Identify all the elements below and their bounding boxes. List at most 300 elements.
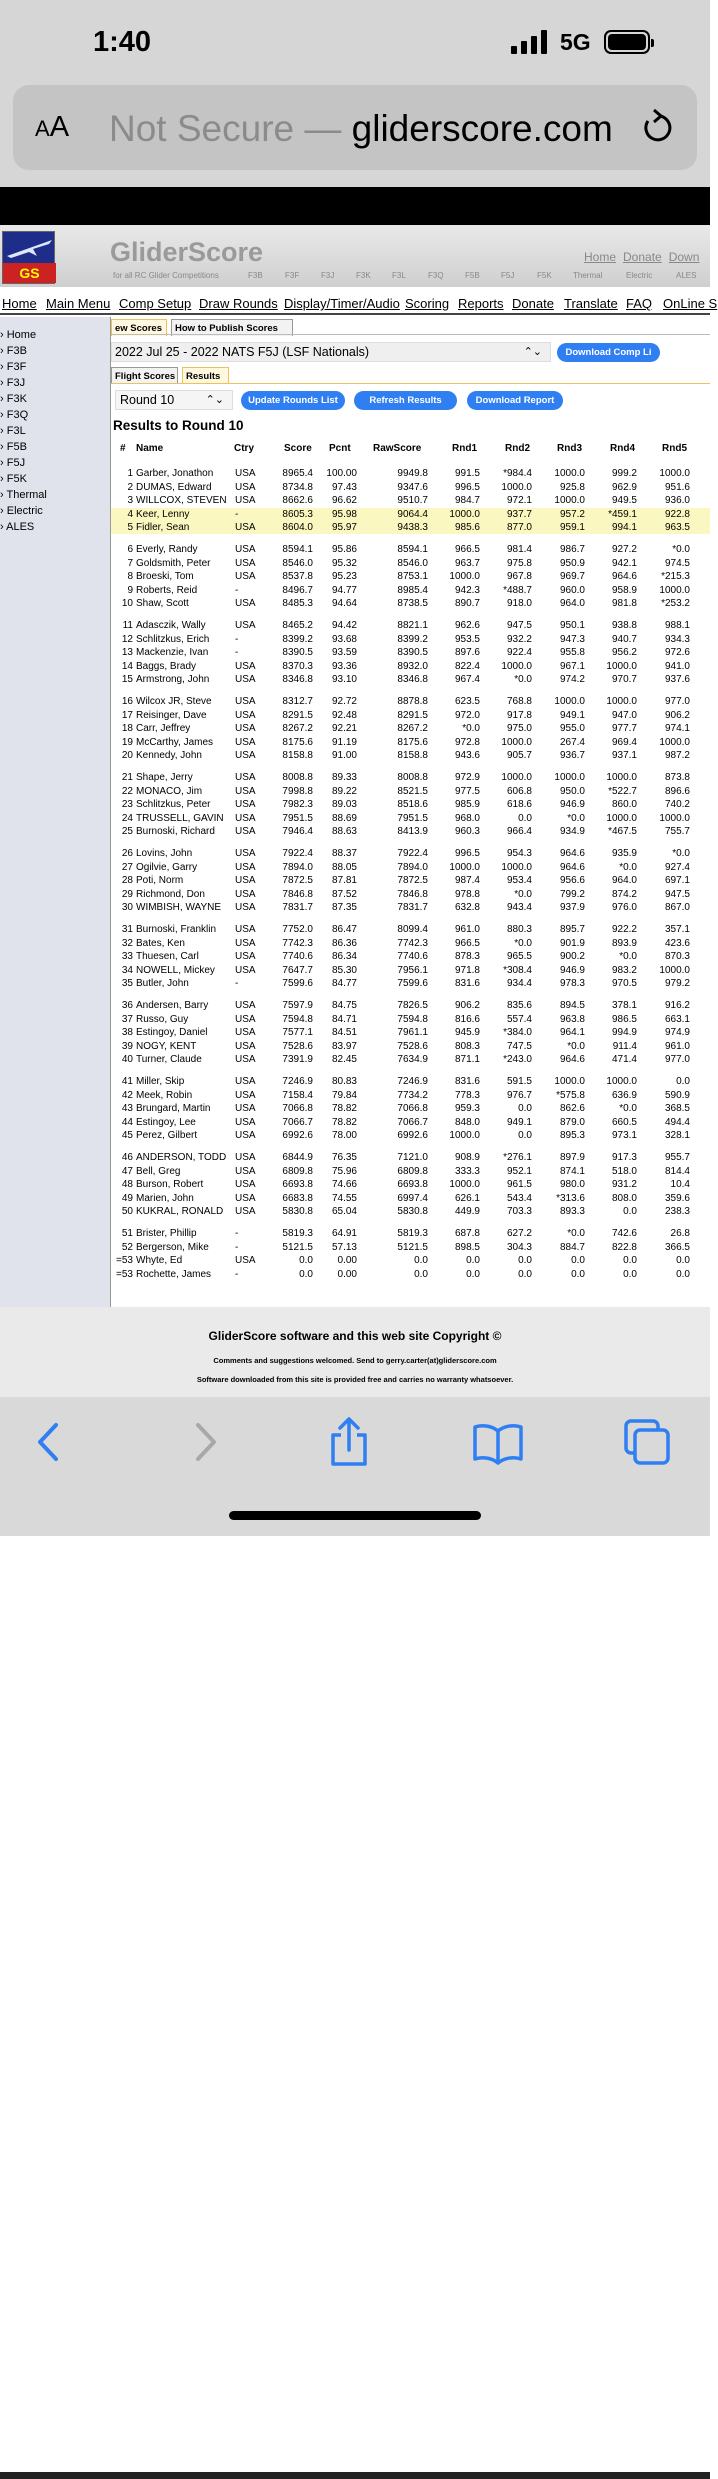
table-cell: 8604.0 bbox=[282, 522, 313, 534]
table-cell: 7894.0 bbox=[397, 861, 428, 873]
table-cell: 4 bbox=[127, 508, 133, 520]
class-link[interactable]: Electric bbox=[626, 271, 653, 280]
table-cell: 80.83 bbox=[331, 1076, 357, 1087]
table-cell: 7391.9 bbox=[282, 1054, 313, 1066]
table-cell: 969.7 bbox=[559, 571, 585, 583]
table-cell: 1000.0 bbox=[606, 772, 637, 783]
download-report-button[interactable]: Download Report bbox=[467, 391, 563, 410]
table-cell: 7742.3 bbox=[397, 937, 428, 949]
tab-view-scores[interactable]: ew Scores bbox=[111, 319, 167, 336]
table-cell: 0.0 bbox=[676, 1268, 690, 1280]
table-cell: Burnoski, Franklin bbox=[136, 924, 217, 935]
table-cell: 57.13 bbox=[331, 1241, 357, 1253]
table-cell: USA bbox=[235, 848, 256, 859]
tab-results[interactable]: Results bbox=[182, 367, 229, 384]
table-cell: Shape, Jerry bbox=[136, 772, 193, 783]
table-cell: 6693.8 bbox=[282, 1179, 313, 1191]
table-cell: 15 bbox=[121, 674, 133, 686]
table-cell: Brungard, Martin bbox=[136, 1103, 211, 1115]
menu-comp-setup[interactable]: Comp Setup bbox=[119, 296, 192, 311]
round-select[interactable]: Round 10 ⌃⌄ bbox=[115, 390, 233, 410]
table-cell: 7066.8 bbox=[397, 1103, 428, 1115]
table-cell: 7922.4 bbox=[397, 848, 428, 859]
table-cell: 938.8 bbox=[611, 620, 637, 631]
table-cell: 8346.8 bbox=[282, 674, 313, 686]
table-row bbox=[111, 1089, 710, 1102]
menu-donate[interactable]: Donate bbox=[512, 296, 554, 311]
table-cell: 7846.8 bbox=[282, 888, 313, 900]
table-cell: Broeski, Tom bbox=[136, 571, 194, 583]
table-cell: 981.4 bbox=[506, 544, 532, 555]
update-rounds-button[interactable]: Update Rounds List bbox=[241, 391, 345, 410]
table-cell: 884.7 bbox=[559, 1241, 585, 1253]
table-cell: 7742.3 bbox=[282, 937, 313, 949]
header-link-download[interactable]: Down bbox=[668, 250, 700, 264]
menu-faq[interactable]: FAQ bbox=[626, 296, 653, 311]
table-cell: 994.1 bbox=[611, 522, 637, 534]
share-icon[interactable] bbox=[324, 1417, 374, 1467]
table-cell: 25 bbox=[121, 826, 133, 838]
menu-home[interactable]: Home bbox=[2, 296, 37, 311]
sidebar-item[interactable]: › F5J bbox=[0, 457, 26, 469]
table-cell: 999.2 bbox=[611, 468, 637, 479]
sidebar-item[interactable]: › F3K bbox=[0, 393, 27, 405]
table-row bbox=[111, 901, 710, 914]
table-cell: 962.9 bbox=[611, 481, 637, 493]
table-cell: 967.1 bbox=[559, 660, 585, 672]
table-cell: 934.3 bbox=[664, 633, 690, 645]
table-cell: 970.7 bbox=[611, 674, 637, 686]
table-cell: 946.9 bbox=[559, 799, 585, 811]
sidebar-item[interactable]: › F3F bbox=[0, 361, 27, 373]
table-cell: 742.6 bbox=[611, 1228, 637, 1239]
table-cell: 0.0 bbox=[571, 1268, 585, 1280]
table-cell: 960.3 bbox=[454, 826, 480, 838]
col-rnd4: Rnd4 bbox=[610, 443, 635, 454]
table-cell: 974.1 bbox=[664, 723, 690, 735]
table-cell: 1000.0 bbox=[449, 508, 480, 520]
menu-reports[interactable]: Reports bbox=[458, 296, 504, 311]
footer-comments: Comments and suggestions welcomed. Send to gerry.carter(at)gliderscore.com bbox=[213, 1356, 497, 1365]
glider-icon bbox=[3, 232, 56, 266]
domain-label: gliderscore.com bbox=[351, 108, 613, 149]
table-cell: 768.8 bbox=[506, 696, 532, 707]
table-cell: 870.3 bbox=[664, 951, 690, 963]
table-cell: 976.0 bbox=[611, 902, 637, 914]
class-link[interactable]: F5K bbox=[537, 271, 552, 280]
table-cell: 78.00 bbox=[331, 1130, 357, 1142]
table-cell: 896.6 bbox=[664, 785, 690, 797]
table-cell: 660.5 bbox=[611, 1116, 637, 1128]
table-cell: 947.5 bbox=[506, 620, 532, 631]
table-cell: =53 bbox=[116, 1255, 133, 1267]
table-cell: 46 bbox=[121, 1152, 133, 1163]
table-row bbox=[111, 977, 710, 990]
table-cell: - bbox=[235, 584, 239, 596]
table-cell: 6997.4 bbox=[397, 1192, 428, 1204]
table-cell: 9064.4 bbox=[397, 508, 428, 520]
table-cell: 7594.8 bbox=[397, 1013, 428, 1025]
table-cell: 981.8 bbox=[611, 598, 637, 610]
table-cell: 964.0 bbox=[611, 875, 637, 887]
table-cell: 91.00 bbox=[331, 750, 357, 762]
table-cell: 8485.3 bbox=[282, 598, 313, 610]
table-cell: 7066.7 bbox=[282, 1116, 313, 1128]
back-icon[interactable] bbox=[26, 1417, 76, 1467]
table-cell: 963.8 bbox=[559, 1013, 585, 1025]
forward-icon[interactable] bbox=[180, 1417, 230, 1467]
table-cell: 898.5 bbox=[454, 1241, 480, 1253]
table-cell: USA bbox=[235, 481, 256, 493]
sidebar-item[interactable]: › Electric bbox=[0, 505, 43, 517]
table-cell: 1000.0 bbox=[659, 468, 690, 479]
table-cell: 962.6 bbox=[454, 620, 480, 631]
results-title: Results to Round 10 bbox=[113, 418, 244, 433]
table-row bbox=[111, 1053, 710, 1066]
table-cell: 79.84 bbox=[331, 1089, 357, 1101]
table-cell: 960.0 bbox=[559, 584, 585, 596]
menu-online[interactable]: OnLine S bbox=[663, 296, 718, 311]
table-cell: 937.1 bbox=[611, 750, 637, 762]
class-link[interactable]: Thermal bbox=[573, 271, 603, 280]
table-cell: 917.8 bbox=[506, 709, 532, 721]
table-cell: 95.98 bbox=[331, 508, 357, 520]
table-cell: 19 bbox=[121, 736, 133, 748]
table-cell: 87.81 bbox=[331, 875, 357, 887]
sidebar-item[interactable]: › F3B bbox=[0, 345, 27, 357]
site-header bbox=[0, 225, 710, 287]
table-cell: 0.0 bbox=[518, 1255, 532, 1267]
table-cell: 986.5 bbox=[611, 1013, 637, 1025]
table-row bbox=[111, 950, 710, 963]
table-cell: 880.3 bbox=[506, 924, 532, 935]
table-cell: USA bbox=[235, 468, 256, 479]
table-cell: DUMAS, Edward bbox=[136, 481, 212, 493]
table-cell: *276.1 bbox=[503, 1152, 532, 1163]
table-row bbox=[111, 722, 710, 735]
table-cell: 22 bbox=[121, 785, 133, 797]
table-cell: 0.0 bbox=[676, 1255, 690, 1267]
table-cell: 822.8 bbox=[611, 1241, 637, 1253]
table-cell: 991.5 bbox=[454, 468, 480, 479]
table-cell: 2 bbox=[127, 481, 133, 493]
table-row bbox=[111, 1102, 710, 1115]
table-cell: Garber, Jonathon bbox=[136, 468, 214, 479]
menu-translate[interactable]: Translate bbox=[564, 296, 618, 311]
table-cell: WILLCOX, STEVEN bbox=[136, 495, 227, 507]
table-cell: 7831.7 bbox=[397, 902, 428, 914]
table-cell: 972.1 bbox=[506, 495, 532, 507]
table-cell: 632.8 bbox=[454, 902, 480, 914]
table-cell: 8399.2 bbox=[282, 633, 313, 645]
header-link-home[interactable]: Home bbox=[584, 250, 617, 264]
table-cell: 970.5 bbox=[611, 978, 637, 990]
table-cell: 980.0 bbox=[559, 1179, 585, 1191]
table-cell: 740.2 bbox=[664, 799, 690, 811]
table-cell: Reisinger, Dave bbox=[136, 709, 207, 721]
table-cell: 518.0 bbox=[611, 1165, 637, 1177]
table-cell: 878.3 bbox=[454, 951, 480, 963]
table-cell: *467.5 bbox=[608, 826, 637, 838]
sidebar-item[interactable]: › F5B bbox=[0, 441, 27, 453]
table-cell: 0.0 bbox=[571, 1255, 585, 1267]
table-cell: 5 bbox=[127, 522, 133, 534]
table-cell: USA bbox=[235, 785, 256, 797]
refresh-results-button[interactable]: Refresh Results bbox=[354, 391, 457, 410]
table-cell: 94.42 bbox=[331, 620, 357, 631]
table-cell: USA bbox=[235, 620, 256, 631]
table-cell: USA bbox=[235, 495, 256, 507]
sidebar-item[interactable]: › F3Q bbox=[0, 409, 29, 421]
table-cell: 831.6 bbox=[454, 978, 480, 990]
table-row bbox=[111, 494, 710, 507]
table-cell: 1000.0 bbox=[606, 1076, 637, 1087]
table-row bbox=[111, 798, 710, 811]
table-cell: 945.9 bbox=[454, 1027, 480, 1039]
table-cell: 1000.0 bbox=[449, 1179, 480, 1191]
table-cell: Mackenzie, Ivan bbox=[136, 647, 209, 659]
table-cell: USA bbox=[235, 1255, 256, 1267]
table-cell: 814.4 bbox=[664, 1165, 690, 1177]
table-cell: 9347.6 bbox=[397, 481, 428, 493]
table-cell: 964.0 bbox=[559, 598, 585, 610]
table-cell: Turner, Claude bbox=[136, 1054, 202, 1066]
class-link[interactable]: ALES bbox=[676, 271, 697, 280]
table-cell: 1000.0 bbox=[554, 772, 585, 783]
table-cell: 697.1 bbox=[664, 875, 690, 887]
header-link-donate[interactable]: Donate bbox=[623, 250, 662, 264]
table-row bbox=[111, 1254, 710, 1267]
reload-icon[interactable] bbox=[638, 107, 674, 147]
table-cell: 977.7 bbox=[611, 723, 637, 735]
table-cell: 975.0 bbox=[506, 723, 532, 735]
class-link[interactable]: F3J bbox=[321, 271, 335, 280]
table-cell: 957.2 bbox=[559, 508, 585, 520]
table-cell: 8594.1 bbox=[282, 544, 313, 555]
table-cell: *0.0 bbox=[619, 1103, 637, 1115]
table-cell: *0.0 bbox=[567, 812, 585, 824]
footer-copyright: GliderScore software and this web site Copyright © bbox=[208, 1329, 502, 1343]
table-cell: 969.4 bbox=[611, 736, 637, 748]
table-cell: 8267.2 bbox=[282, 723, 313, 735]
reader-aa-button[interactable]: AA bbox=[35, 111, 70, 143]
sidebar-item[interactable]: › F5K bbox=[0, 473, 27, 485]
table-cell: 8605.3 bbox=[282, 508, 313, 520]
table-cell: 979.2 bbox=[664, 978, 690, 990]
sidebar-item[interactable]: › Home bbox=[0, 329, 37, 341]
table-cell: USA bbox=[235, 571, 256, 583]
tabs-icon[interactable] bbox=[622, 1417, 672, 1467]
table-cell: Everly, Randy bbox=[136, 544, 198, 555]
tab-how-to-publish[interactable]: How to Publish Scores bbox=[171, 319, 293, 336]
table-cell: 7594.8 bbox=[282, 1013, 313, 1025]
table-cell: - bbox=[235, 1268, 239, 1280]
col-pcnt: Pcnt bbox=[329, 443, 351, 454]
table-cell: - bbox=[235, 508, 239, 520]
chevron-updown-icon: ⌃⌄ bbox=[523, 346, 542, 358]
menu-scoring[interactable]: Scoring bbox=[405, 296, 450, 311]
table-cell: USA bbox=[235, 924, 256, 935]
table-cell: 328.1 bbox=[664, 1130, 690, 1142]
class-link[interactable]: F3B bbox=[248, 271, 263, 280]
table-cell: 27 bbox=[121, 861, 133, 873]
table-cell: 935.9 bbox=[611, 848, 637, 859]
table-cell: 937.7 bbox=[506, 508, 532, 520]
table-cell: 972.9 bbox=[454, 772, 480, 783]
menu-draw-rounds[interactable]: Draw Rounds bbox=[199, 296, 278, 311]
table-cell: 1000.0 bbox=[554, 696, 585, 707]
table-cell: 8291.5 bbox=[282, 709, 313, 721]
table-cell: 74.66 bbox=[331, 1179, 357, 1191]
table-cell: 895.7 bbox=[559, 924, 585, 935]
table-cell: 963.7 bbox=[454, 557, 480, 569]
url-text[interactable]: Not Secure — gliderscore.com bbox=[109, 108, 613, 149]
table-cell: 33 bbox=[121, 951, 133, 963]
table-cell: 378.1 bbox=[611, 1000, 637, 1011]
table-cell: 927.4 bbox=[664, 861, 690, 873]
table-cell: 816.6 bbox=[454, 1013, 480, 1025]
table-cell: 5819.3 bbox=[397, 1228, 428, 1239]
table-cell: 918.0 bbox=[506, 598, 532, 610]
table-cell: 8546.0 bbox=[397, 557, 428, 569]
site-tagline: for all RC Glider Competitions bbox=[113, 271, 219, 280]
table-cell: 964.6 bbox=[559, 1054, 585, 1066]
table-cell: Rochette, James bbox=[136, 1268, 212, 1280]
table-cell: 937.9 bbox=[559, 902, 585, 914]
table-cell: 867.0 bbox=[664, 902, 690, 914]
class-link[interactable]: F3F bbox=[285, 271, 300, 280]
download-comp-list-button[interactable]: Download Comp Li bbox=[557, 343, 660, 362]
table-cell: 6992.6 bbox=[282, 1130, 313, 1142]
table-cell: 1000.0 bbox=[449, 861, 480, 873]
table-cell: 871.1 bbox=[454, 1054, 480, 1066]
table-cell: 0.0 bbox=[623, 1255, 637, 1267]
table-cell: 8878.8 bbox=[397, 696, 428, 707]
table-cell: USA bbox=[235, 1040, 256, 1052]
table-cell: Russo, Guy bbox=[136, 1013, 189, 1025]
table-cell: 1 bbox=[127, 468, 133, 479]
table-cell: 984.7 bbox=[454, 495, 480, 507]
table-cell: 12 bbox=[121, 633, 133, 645]
class-link[interactable]: F5B bbox=[465, 271, 480, 280]
table-cell: 977.0 bbox=[664, 696, 690, 707]
table-cell: 0.0 bbox=[518, 1103, 532, 1115]
table-cell: Miller, Skip bbox=[136, 1076, 185, 1087]
sidebar-item[interactable]: › F3J bbox=[0, 377, 26, 389]
table-cell: 8496.7 bbox=[282, 584, 313, 596]
table-cell: 862.6 bbox=[559, 1103, 585, 1115]
table-cell: 51 bbox=[121, 1228, 133, 1239]
table-cell: 636.9 bbox=[611, 1089, 637, 1101]
table-cell: 976.7 bbox=[506, 1089, 532, 1101]
table-cell: 941.0 bbox=[664, 660, 690, 672]
table-cell: 971.8 bbox=[454, 964, 480, 976]
col-rnd5: Rnd5 bbox=[662, 443, 687, 454]
table-cell: 947.0 bbox=[611, 709, 637, 721]
table-row bbox=[111, 1040, 710, 1053]
table-cell: 7121.0 bbox=[397, 1152, 428, 1163]
table-cell: 877.0 bbox=[506, 522, 532, 534]
main-menu bbox=[0, 293, 718, 315]
table-cell: 89.03 bbox=[331, 799, 357, 811]
table-cell: 8965.4 bbox=[282, 468, 313, 479]
table-cell: 7894.0 bbox=[282, 861, 313, 873]
table-cell: 906.2 bbox=[454, 1000, 480, 1011]
sidebar-item[interactable]: › F3L bbox=[0, 425, 26, 437]
class-link[interactable]: F3L bbox=[392, 271, 406, 280]
table-cell: 906.2 bbox=[664, 709, 690, 721]
table-row bbox=[111, 937, 710, 950]
table-cell: 7740.6 bbox=[397, 951, 428, 963]
table-cell: Schlitzkus, Erich bbox=[136, 633, 210, 645]
table-cell: USA bbox=[235, 696, 256, 707]
table-cell: USA bbox=[235, 544, 256, 555]
table-cell: - bbox=[235, 633, 239, 645]
gliderscore-logo[interactable]: GS bbox=[2, 231, 55, 284]
table-row bbox=[111, 543, 710, 556]
table-cell: 75.96 bbox=[331, 1165, 357, 1177]
table-cell: 9 bbox=[127, 584, 133, 596]
class-link[interactable]: F3Q bbox=[428, 271, 444, 280]
table-cell: 88.69 bbox=[331, 812, 357, 824]
sidebar-item[interactable]: › ALES bbox=[0, 521, 35, 533]
menu-main-menu[interactable]: Main Menu bbox=[46, 296, 111, 311]
table-cell: 916.2 bbox=[664, 1000, 690, 1011]
sidebar-item[interactable]: › Thermal bbox=[0, 489, 47, 501]
table-cell: 936.0 bbox=[664, 495, 690, 507]
table-cell: 972.0 bbox=[454, 709, 480, 721]
table-cell: USA bbox=[235, 1152, 256, 1163]
bookmarks-icon[interactable] bbox=[473, 1417, 523, 1467]
table-cell: 42 bbox=[121, 1089, 133, 1101]
black-band bbox=[0, 187, 710, 225]
table-row bbox=[111, 646, 710, 659]
table-cell: USA bbox=[235, 1116, 256, 1128]
table-cell: Perez, Gilbert bbox=[136, 1130, 198, 1142]
table-cell: 7826.5 bbox=[397, 1000, 428, 1011]
table-cell: 366.5 bbox=[664, 1241, 690, 1253]
table-cell: 955.8 bbox=[559, 647, 585, 659]
table-cell: *488.7 bbox=[503, 584, 532, 596]
table-cell: 961.0 bbox=[454, 924, 480, 935]
table-cell: 84.75 bbox=[331, 1000, 357, 1011]
table-cell: 831.6 bbox=[454, 1076, 480, 1087]
table-cell: 84.77 bbox=[331, 978, 357, 990]
table-cell: 88.05 bbox=[331, 861, 357, 873]
table-cell: Goldsmith, Peter bbox=[136, 557, 211, 569]
table-row bbox=[111, 481, 710, 494]
table-cell: 950.0 bbox=[559, 785, 585, 797]
address-bar[interactable] bbox=[13, 85, 697, 170]
table-cell: 38 bbox=[121, 1027, 133, 1039]
table-cell: 78.82 bbox=[331, 1103, 357, 1115]
table-cell: 908.9 bbox=[454, 1152, 480, 1163]
table-row bbox=[111, 467, 710, 480]
table-cell: 1000.0 bbox=[606, 696, 637, 707]
class-link[interactable]: F3K bbox=[356, 271, 371, 280]
competition-select[interactable]: 2022 Jul 25 - 2022 NATS F5J (LSF Nationals) ⌃⌄ bbox=[111, 342, 551, 362]
table-cell: *0.0 bbox=[514, 888, 532, 900]
table-cell: 983.2 bbox=[611, 964, 637, 976]
class-link[interactable]: F5J bbox=[501, 271, 515, 280]
tab-flight-scores[interactable]: Flight Scores bbox=[111, 367, 178, 384]
footer-disclaimer: Software downloaded from this site is provided free and carries no warranty whatsoever. bbox=[196, 1375, 514, 1384]
table-cell: 0.0 bbox=[518, 812, 532, 824]
table-cell: Burson, Robert bbox=[136, 1179, 204, 1191]
table-cell: 8267.2 bbox=[397, 723, 428, 735]
table-cell: *0.0 bbox=[567, 1040, 585, 1052]
menu-display-timer-audio[interactable]: Display/Timer/Audio bbox=[284, 296, 400, 311]
